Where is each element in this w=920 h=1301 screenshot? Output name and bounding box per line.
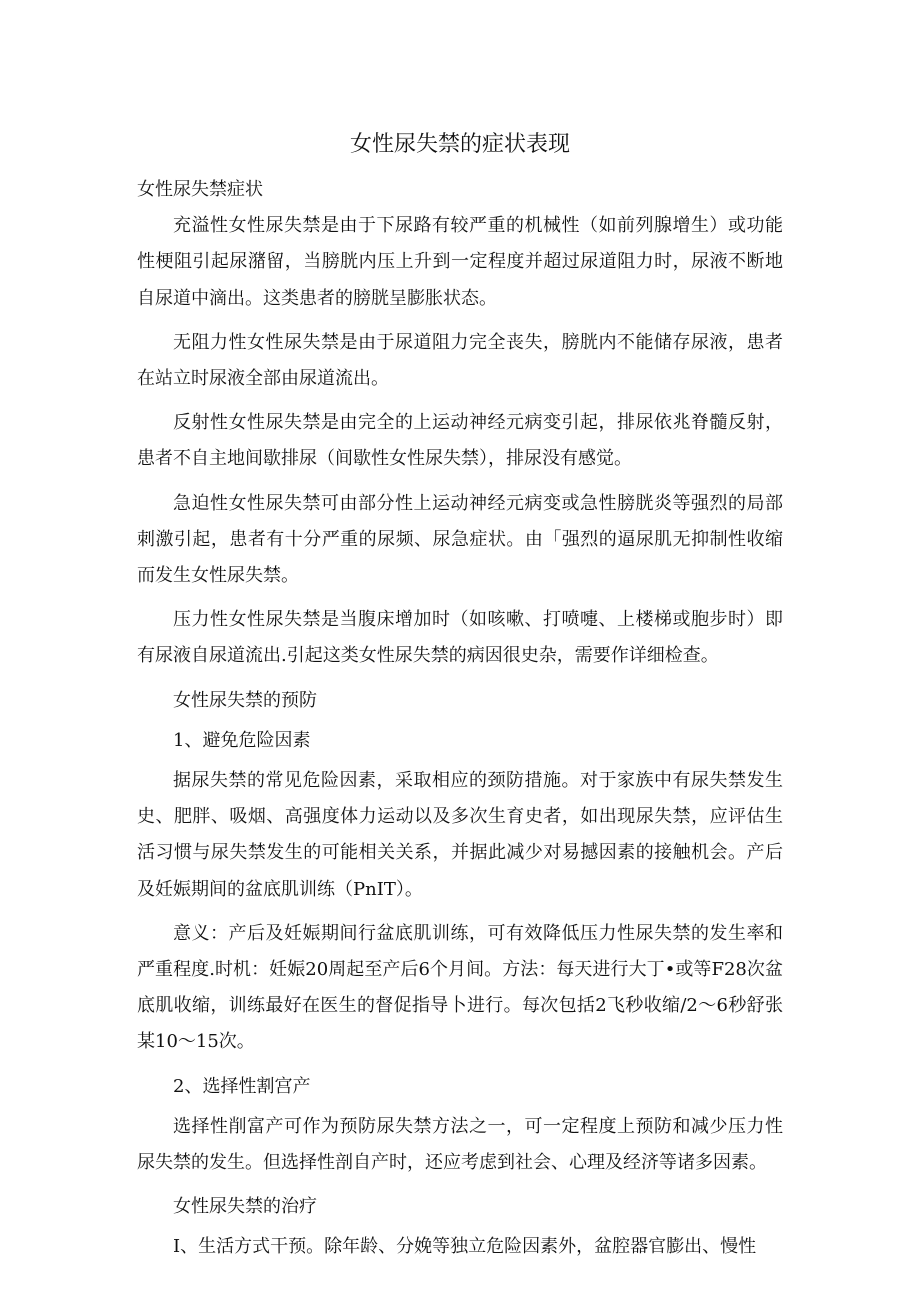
section-heading-symptoms: 女性尿失禁症状 — [137, 179, 263, 200]
paragraph-risk-factors: 据尿失禁的常见危险因素，采取相应的颈防措施。对于家族中有尿失禁发生史、肥胖、吸烟、高强度体力运动以及多次生育史者，如出现尿失禁，应评估生活习惯与尿失禁发生的可能相关关系，并据此减少对易撼因素的接触机会。产后及妊娠期间的盆底肌训练（PnIT）。 — [137, 770, 783, 900]
document-title: 女性尿失禁的症状表现 — [349, 132, 570, 157]
paragraph-no-resistance-incontinence: 无阻力性女性尿失禁是由于尿道阻力完全丧失，膀胱内不能储存尿液，患者在站立时尿液全部由尿道流出。 — [137, 331, 783, 390]
paragraph-elective-cesarean: 选择性削富产可作为预防尿失禁方法之一，可一定程度上预防和减少压力性尿失禁的发生。但选择性剖自产时，还应考虑到社会、心理及经济等诸多因素。 — [137, 1115, 783, 1174]
section-heading-prevention: 女性尿失禁的预防 — [173, 689, 317, 711]
subheading-avoid-risk-factors: 1、避免危险因素 — [173, 729, 311, 751]
document-body — [137, 172, 783, 1266]
section-heading-treatment: 女性尿失禁的治疗 — [173, 1196, 317, 1218]
paragraph-pelvic-floor-training: 意义：产后及妊娠期间行盆底肌训练，可有效降低压力性尿失禁的发生率和严重程度.时机：妊娠20周起至产后6个月间。方法：每天进行大丁•或等F28次盆底肌收缩，训练最好在医生的督促指导卜进行。每次包括2飞秒收缩/2～6秒舒张某10～15次。 — [137, 922, 783, 1053]
subheading-elective-cesarean: 2、选择性割宫产 — [173, 1075, 311, 1097]
paragraph-overflow-incontinence: 充溢性女性尿失禁是由于下尿路有较严重的机械性（如前列腺增生）或功能性梗阻引起尿潴留，当膀胱内压上升到一定程度并超过尿道阻力时，尿液不断地自尿道中滴出。这类患者的膀胱呈膨胀状态。 — [137, 215, 783, 309]
paragraph-lifestyle-intervention: I、生活方式干预。除年龄、分娩等独立危险因素外，盆腔器官膨出、慢性 — [173, 1236, 757, 1258]
paragraph-reflex-incontinence: 反射性女性尿失禁是由完全的上运动神经元病变引起，排尿依兆脊髓反射，患者不自主地间歇排尿（间歇性女性尿失禁），排尿没有感觉。 — [137, 412, 783, 470]
paragraph-urge-incontinence: 急迫性女性尿失禁可由部分性上运动神经元病变或急性膀胱炎等强烈的局部刺激引起，患者有十分严重的尿频、尿急症状。由「强烈的逼尿肌无抑制性收缩而发生女性尿失禁。 — [137, 492, 783, 587]
paragraph-stress-incontinence: 压力性女性尿失禁是当腹床增加时（如咳嗽、打喷嚏、上楼梯或胞步时）即有尿液自尿道流出.引起这类女性尿失禁的病因很史杂，需要作详细检查。 — [137, 609, 783, 667]
